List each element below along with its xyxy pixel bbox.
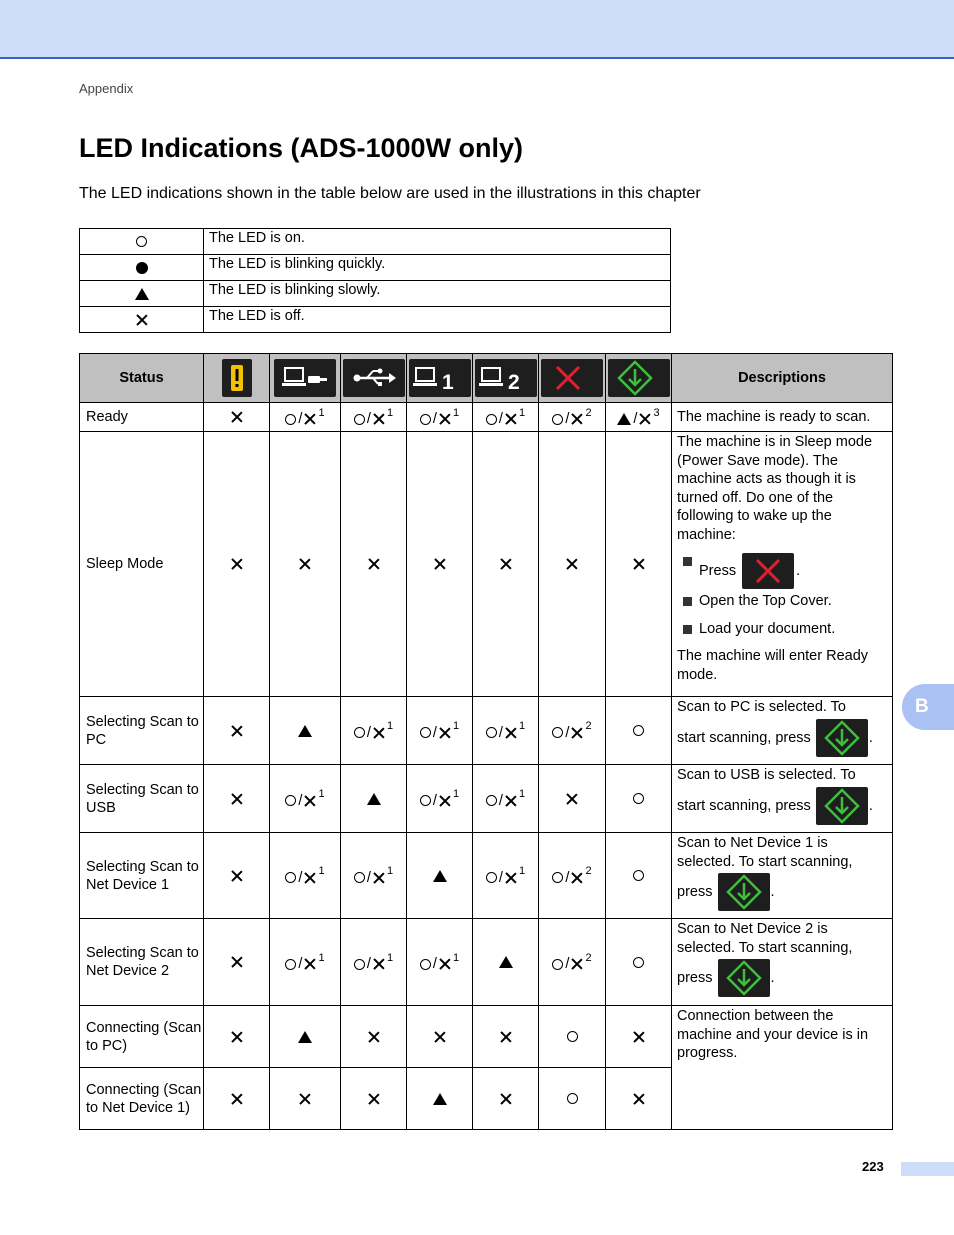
scan-to-net-device-1-icon xyxy=(409,359,471,397)
footnote-ref: 1 xyxy=(518,865,526,878)
appendix-side-tab: B xyxy=(902,684,954,730)
led-combo xyxy=(285,788,324,808)
led-off-icon xyxy=(639,413,651,425)
led-on-icon xyxy=(552,872,563,883)
led-off-icon xyxy=(505,727,517,739)
led-indication-table xyxy=(79,353,893,1130)
led-off-icon xyxy=(505,872,517,884)
led-state-cell xyxy=(341,1006,407,1068)
legend-text: The LED is blinking quickly. xyxy=(204,255,671,281)
slash-separator: / xyxy=(366,724,371,741)
led-state-cell xyxy=(606,919,672,1006)
led-state-cell xyxy=(606,1068,672,1130)
led-off-icon xyxy=(373,413,385,425)
table-row xyxy=(80,765,893,833)
led-combo xyxy=(420,788,459,808)
led-state-cell xyxy=(270,919,341,1006)
led-off-icon xyxy=(231,558,243,570)
led-off-icon xyxy=(231,870,243,882)
led-off-icon xyxy=(136,314,148,326)
led-off-icon xyxy=(373,958,385,970)
slash-separator: / xyxy=(565,869,570,886)
legend-text: The LED is on. xyxy=(204,229,671,255)
led-state-cell xyxy=(204,432,270,697)
led-off-icon xyxy=(571,727,583,739)
legend-text: The LED is blinking slowly. xyxy=(204,281,671,307)
start-button-icon xyxy=(718,873,770,911)
led-state-cell xyxy=(204,1068,270,1130)
led-on-icon xyxy=(420,727,431,738)
led-state-cell xyxy=(270,765,341,833)
led-on-icon xyxy=(285,959,296,970)
led-state-cell xyxy=(341,403,407,432)
footnote-ref: 1 xyxy=(452,720,460,733)
led-state-cell xyxy=(204,1006,270,1068)
led-off-icon xyxy=(500,558,512,570)
table-row xyxy=(80,432,893,697)
led-blinking-slowly-icon xyxy=(617,413,631,425)
led-off-icon xyxy=(500,1093,512,1105)
led-blinking-slowly-icon xyxy=(298,725,312,737)
led-state-cell xyxy=(606,697,672,765)
legend-table xyxy=(79,228,671,333)
status-cell: Connecting (Scan to Net Device 1) xyxy=(80,1068,204,1130)
table-row xyxy=(80,919,893,1006)
start-button-icon xyxy=(816,719,868,757)
status-cell: Connecting (Scan to PC) xyxy=(80,1006,204,1068)
slash-separator: / xyxy=(366,411,371,428)
status-cell: Selecting Scan to Net Device 2 xyxy=(80,919,204,1006)
led-off-icon xyxy=(571,872,583,884)
page-title: LED Indications (ADS-1000W only) xyxy=(79,133,524,163)
led-on-icon xyxy=(633,870,644,881)
led-combo xyxy=(486,407,525,427)
led-state-cell xyxy=(204,765,270,833)
led-combo xyxy=(617,407,659,427)
led-off-icon xyxy=(231,1031,243,1043)
running-header: Appendix xyxy=(79,81,134,96)
table-row xyxy=(80,833,893,919)
led-off-icon xyxy=(368,1093,380,1105)
led-combo xyxy=(354,865,393,885)
led-combo xyxy=(486,720,525,740)
led-state-cell xyxy=(539,833,606,919)
status-cell: Sleep Mode xyxy=(80,432,204,697)
led-off-icon xyxy=(500,1031,512,1043)
led-combo xyxy=(420,952,459,972)
led-off-icon xyxy=(566,793,578,805)
slash-separator: / xyxy=(498,411,503,428)
led-on-icon xyxy=(567,1093,578,1104)
led-combo xyxy=(354,720,393,740)
led-off-icon xyxy=(505,413,517,425)
stop-button-icon xyxy=(541,359,603,397)
slash-separator: / xyxy=(633,411,638,428)
legend-row xyxy=(80,229,671,255)
footnote-ref: 1 xyxy=(518,788,526,801)
slash-separator: / xyxy=(298,411,303,428)
led-state-cell xyxy=(204,697,270,765)
slash-separator: / xyxy=(498,792,503,809)
footnote-ref: 2 xyxy=(585,406,592,419)
led-on-icon xyxy=(552,959,563,970)
legend-text: The LED is off. xyxy=(204,307,671,333)
led-state-cell xyxy=(606,833,672,919)
description-cell: Scan to USB is selected. To start scanning, press . xyxy=(672,765,893,833)
led-blinking-slowly-icon xyxy=(433,870,447,882)
led-combo xyxy=(552,407,591,427)
led-combo xyxy=(552,952,591,972)
led-on-icon xyxy=(420,959,431,970)
led-state-cell xyxy=(341,833,407,919)
led-combo xyxy=(354,407,393,427)
led-on-icon xyxy=(486,872,497,883)
led-on-icon xyxy=(354,727,365,738)
description-cell: Scan to Net Device 1 is selected. To start scanning, press . xyxy=(672,833,893,919)
led-state-cell xyxy=(606,432,672,697)
slash-separator: / xyxy=(565,724,570,741)
led-state-cell xyxy=(270,833,341,919)
led-state-cell xyxy=(407,833,473,919)
intro-text: The LED indications shown in the table below are used in the illustrations in this chapter xyxy=(79,185,701,202)
status-cell: Selecting Scan to Net Device 1 xyxy=(80,833,204,919)
led-off-icon xyxy=(304,872,316,884)
header-band xyxy=(0,0,954,59)
footnote-ref: 2 xyxy=(585,720,592,733)
footnote-ref: 1 xyxy=(318,865,325,878)
led-state-cell xyxy=(539,432,606,697)
slash-separator: / xyxy=(298,869,303,886)
footnote-ref: 1 xyxy=(386,720,394,733)
footnote-ref: 1 xyxy=(318,951,325,964)
slash-separator: / xyxy=(565,411,570,428)
net-device-1-label: 1 xyxy=(441,371,454,394)
led-on-icon xyxy=(420,414,431,425)
footnote-ref: 1 xyxy=(518,720,526,733)
led-state-cell xyxy=(407,697,473,765)
led-on-icon xyxy=(552,414,563,425)
scan-to-net-device-2-icon xyxy=(475,359,537,397)
led-on-icon xyxy=(633,957,644,968)
led-on-icon xyxy=(486,795,497,806)
led-off-icon xyxy=(566,558,578,570)
led-off-icon xyxy=(231,956,243,968)
led-off-icon xyxy=(304,795,316,807)
led-combo xyxy=(285,865,324,885)
scan-to-usb-icon xyxy=(343,359,405,397)
footnote-ref: 3 xyxy=(653,406,660,419)
led-state-cell xyxy=(407,403,473,432)
status-cell: Ready xyxy=(80,403,204,432)
led-state-cell xyxy=(473,403,539,432)
list-item: Press . xyxy=(677,552,887,590)
slash-separator: / xyxy=(298,956,303,973)
led-off-icon xyxy=(299,558,311,570)
slash-separator: / xyxy=(432,411,437,428)
led-blinking-slowly-icon xyxy=(298,1031,312,1043)
led-off-icon xyxy=(505,795,517,807)
led-state-cell xyxy=(407,765,473,833)
status-cell: Selecting Scan to PC xyxy=(80,697,204,765)
sleep-desc-end: The machine will enter Ready mode. xyxy=(677,648,869,683)
legend-row xyxy=(80,255,671,281)
led-off-icon xyxy=(434,558,446,570)
slash-separator: / xyxy=(498,724,503,741)
slash-separator: / xyxy=(498,869,503,886)
led-state-cell xyxy=(407,1068,473,1130)
led-off-icon xyxy=(299,1093,311,1105)
footnote-ref: 1 xyxy=(452,788,460,801)
led-state-cell xyxy=(270,697,341,765)
led-blinking-quickly-icon xyxy=(136,262,148,274)
led-off-icon xyxy=(304,958,316,970)
led-combo xyxy=(420,720,459,740)
start-button-icon xyxy=(718,959,770,997)
scan-to-pc-icon xyxy=(274,359,336,397)
led-state-cell xyxy=(539,1068,606,1130)
led-on-icon xyxy=(633,725,644,736)
description-cell: Connection between the machine and your device is in progress. xyxy=(672,1006,893,1130)
led-combo xyxy=(552,865,591,885)
led-off-icon xyxy=(434,1031,446,1043)
led-combo xyxy=(486,788,525,808)
led-state-cell xyxy=(204,403,270,432)
led-state-cell xyxy=(407,919,473,1006)
led-state-cell xyxy=(539,1006,606,1068)
led-state-cell xyxy=(270,403,341,432)
led-state-cell xyxy=(473,1068,539,1130)
footnote-ref: 1 xyxy=(386,406,394,419)
led-state-cell xyxy=(341,697,407,765)
page-number-bar xyxy=(901,1162,954,1176)
led-state-cell xyxy=(270,1068,341,1130)
led-state-cell xyxy=(204,833,270,919)
led-off-icon xyxy=(633,558,645,570)
led-combo xyxy=(285,407,324,427)
led-state-cell xyxy=(407,1006,473,1068)
led-off-icon xyxy=(373,727,385,739)
led-off-icon xyxy=(633,1093,645,1105)
slash-separator: / xyxy=(432,724,437,741)
description-cell: Scan to PC is selected. To start scanning, press . xyxy=(672,697,893,765)
description-cell xyxy=(672,432,893,697)
led-on-icon xyxy=(486,727,497,738)
status-header: Status xyxy=(80,354,204,403)
led-combo xyxy=(354,952,393,972)
led-state-cell xyxy=(539,919,606,1006)
net-device-2-label: 2 xyxy=(507,371,520,394)
led-off-icon xyxy=(633,1031,645,1043)
led-state-cell xyxy=(341,765,407,833)
led-on-icon xyxy=(486,414,497,425)
footnote-ref: 2 xyxy=(585,865,592,878)
footnote-ref: 1 xyxy=(518,406,526,419)
list-item: Load your document. xyxy=(677,620,887,639)
led-blinking-slowly-icon xyxy=(367,793,381,805)
slash-separator: / xyxy=(366,869,371,886)
led-state-cell xyxy=(473,833,539,919)
page-number: 223 xyxy=(862,1159,884,1174)
led-state-cell xyxy=(204,919,270,1006)
footnote-ref: 1 xyxy=(452,406,460,419)
led-state-cell xyxy=(473,1006,539,1068)
led-off-icon xyxy=(231,793,243,805)
led-on-icon xyxy=(567,1031,578,1042)
led-state-cell xyxy=(270,432,341,697)
led-state-cell xyxy=(407,432,473,697)
sleep-desc-intro: The machine is in Sleep mode (Power Save mode). The machine acts as though it is turned off. Do one of the following to wake up the machine: xyxy=(677,434,873,543)
led-off-icon xyxy=(304,413,316,425)
led-off-icon xyxy=(571,413,583,425)
table-row xyxy=(80,1006,893,1068)
led-off-icon xyxy=(231,1093,243,1105)
error-led-icon xyxy=(222,359,252,397)
slash-separator: / xyxy=(366,956,371,973)
led-on-icon xyxy=(354,872,365,883)
led-off-icon xyxy=(231,411,243,423)
descriptions-header: Descriptions xyxy=(672,354,893,403)
led-state-cell xyxy=(539,765,606,833)
status-cell: Selecting Scan to USB xyxy=(80,765,204,833)
start-button-icon xyxy=(816,787,868,825)
led-on-icon xyxy=(354,959,365,970)
led-off-icon xyxy=(571,958,583,970)
led-off-icon xyxy=(439,727,451,739)
led-state-cell xyxy=(270,1006,341,1068)
footnote-ref: 1 xyxy=(318,406,325,419)
footnote-ref: 1 xyxy=(452,951,460,964)
led-on-icon xyxy=(633,793,644,804)
led-on-icon xyxy=(285,414,296,425)
description-cell: Scan to Net Device 2 is selected. To start scanning, press . xyxy=(672,919,893,1006)
led-combo xyxy=(420,407,459,427)
led-off-icon xyxy=(373,872,385,884)
start-button-icon xyxy=(608,359,670,397)
stop-button-icon xyxy=(742,553,794,589)
led-state-cell xyxy=(473,919,539,1006)
led-state-cell xyxy=(606,403,672,432)
led-on-icon xyxy=(285,872,296,883)
led-blinking-slowly-icon xyxy=(135,288,149,300)
led-combo xyxy=(552,720,591,740)
description-cell: The machine is ready to scan. xyxy=(672,403,893,432)
table-row xyxy=(80,403,893,432)
led-on-icon xyxy=(354,414,365,425)
led-off-icon xyxy=(439,795,451,807)
slash-separator: / xyxy=(565,956,570,973)
slash-separator: / xyxy=(432,956,437,973)
led-state-cell xyxy=(341,432,407,697)
footnote-ref: 2 xyxy=(585,951,592,964)
led-state-cell xyxy=(606,765,672,833)
led-on-icon xyxy=(136,236,147,247)
led-off-icon xyxy=(368,1031,380,1043)
led-state-cell xyxy=(473,765,539,833)
list-item: Open the Top Cover. xyxy=(677,592,887,611)
led-off-icon xyxy=(368,558,380,570)
table-header-row xyxy=(80,354,893,403)
footnote-ref: 1 xyxy=(386,865,394,878)
led-state-cell xyxy=(473,432,539,697)
wake-up-list xyxy=(677,552,887,638)
led-combo xyxy=(486,865,525,885)
table-row xyxy=(80,697,893,765)
led-blinking-slowly-icon xyxy=(499,956,513,968)
led-off-icon xyxy=(439,413,451,425)
led-state-cell xyxy=(539,697,606,765)
led-off-icon xyxy=(231,725,243,737)
footnote-ref: 1 xyxy=(318,788,325,801)
led-blinking-slowly-icon xyxy=(433,1093,447,1105)
led-on-icon xyxy=(552,727,563,738)
led-on-icon xyxy=(285,795,296,806)
legend-row xyxy=(80,307,671,333)
led-state-cell xyxy=(473,697,539,765)
slash-separator: / xyxy=(432,792,437,809)
led-combo xyxy=(285,952,324,972)
led-state-cell xyxy=(606,1006,672,1068)
footnote-ref: 1 xyxy=(386,951,394,964)
led-state-cell xyxy=(539,403,606,432)
led-state-cell xyxy=(341,1068,407,1130)
led-off-icon xyxy=(439,958,451,970)
led-on-icon xyxy=(420,795,431,806)
slash-separator: / xyxy=(298,792,303,809)
legend-row xyxy=(80,281,671,307)
led-state-cell xyxy=(341,919,407,1006)
